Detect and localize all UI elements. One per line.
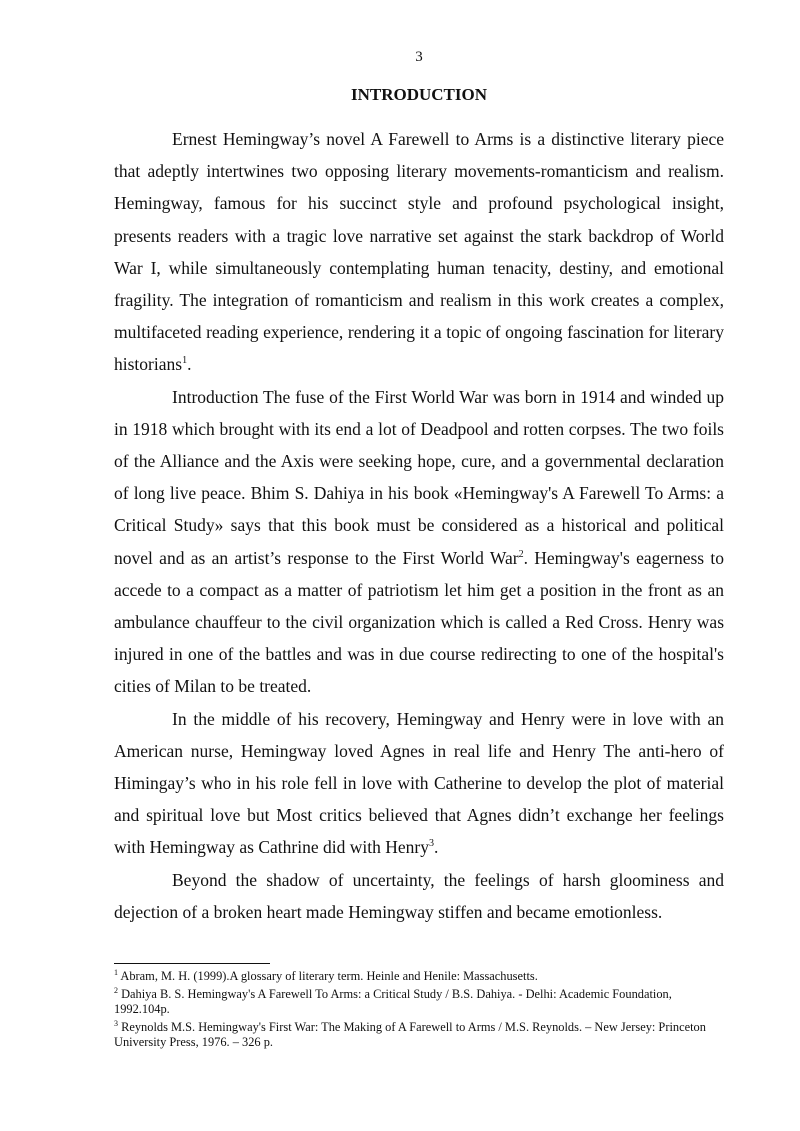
paragraph-1 xyxy=(114,123,724,381)
footnote-1 xyxy=(114,969,724,985)
footnote-number: 3 xyxy=(114,1018,118,1028)
footnote-ref: 2 xyxy=(518,548,524,560)
paragraph-tail: . xyxy=(433,837,439,858)
paragraph-2 xyxy=(114,381,724,703)
footnote-separator xyxy=(114,963,270,964)
footnote-ref: 3 xyxy=(428,838,434,850)
footnotes xyxy=(114,969,724,1053)
page-title: INTRODUCTION xyxy=(350,85,488,104)
paragraph-3 xyxy=(114,703,724,864)
footnote-text: Dahiya B. S. Hemingway's A Farewell To Arms: a Critical Study / B.S. Dahiya. - Delhi: Academic Foundation, 1992.104p. xyxy=(114,986,672,1016)
paragraph-text: Ernest Hemingway’s novel A Farewell to Arms is a distinctive literary piece that adeptly intertwines two opposing literary movements-romanticism and realism. Hemingway, famous for his succinct style and profound psychological insight, presents readers with a tragic love narrative set against the stark backdrop of World War I, while simultaneously contemplating human tenacity, destiny, and emotional fragility. The integration of romanticism and realism in this work creates a complex, multifaceted reading experience, rendering it a topic of ongoing fascination for literary historians xyxy=(114,129,724,375)
page-number: 3 xyxy=(415,49,423,65)
footnote-number: 1 xyxy=(114,967,118,977)
footnote-number: 2 xyxy=(114,985,118,995)
footnote-2 xyxy=(114,987,724,1018)
paragraph-4 xyxy=(114,864,724,928)
footnote-text: Reynolds M.S. Hemingway's First War: The Making of A Farewell to Arms / M.S. Reynolds. – New Jersey: Princeton University Press, 1976. – 326 p. xyxy=(114,1019,706,1049)
paragraph-text: Beyond the shadow of uncertainty, the feelings of harsh gloominess and dejection of a broken heart made Hemingway stiffen and became emotionless. xyxy=(114,869,724,922)
footnote-3 xyxy=(114,1020,724,1051)
paragraph-text: In the middle of his recovery, Hemingway and Henry were in love with an American nurse, Hemingway loved Agnes in real life and Henry The anti-hero of Himingay’s who in his role fell in love with Catherine to develop the plot of material and spiritual love but Most critics believed that Agnes didn’t exchange her feelings with Hemingway as Cathrine did with Henry xyxy=(114,708,724,858)
paragraph-tail: . xyxy=(187,354,192,375)
body-text xyxy=(114,123,724,928)
paragraph-text: Introduction The fuse of the First World War was born in 1914 and winded up in 1918 which brought with its end a lot of Deadpool and rotten corpses. The two foils of the Alliance and the Axis were seeking hope, cure, and a governmental declaration of long live peace. Bhim S. Dahiya in his book «Hemingway's A Farewell To Arms: a Critical Study» says that this book must be considered as a historical and political novel and as an artist’s response to the First World War xyxy=(114,386,724,568)
footnote-text: Abram, M. H. (1999).A glossary of literary term. Heinle and Henile: Massachusetts. xyxy=(118,969,538,983)
footnote-ref: 1 xyxy=(182,355,188,367)
paragraph-tail: . Hemingway's eagerness to accede to a compact as a matter of patriotism let him get a position in the front as an ambulance chauffeur to the civil organization which is called a Red Cross. Henry was injured in one of the battles and was in due course redirecting to one of the hospital's cities of Milan to be treated. xyxy=(114,547,724,697)
